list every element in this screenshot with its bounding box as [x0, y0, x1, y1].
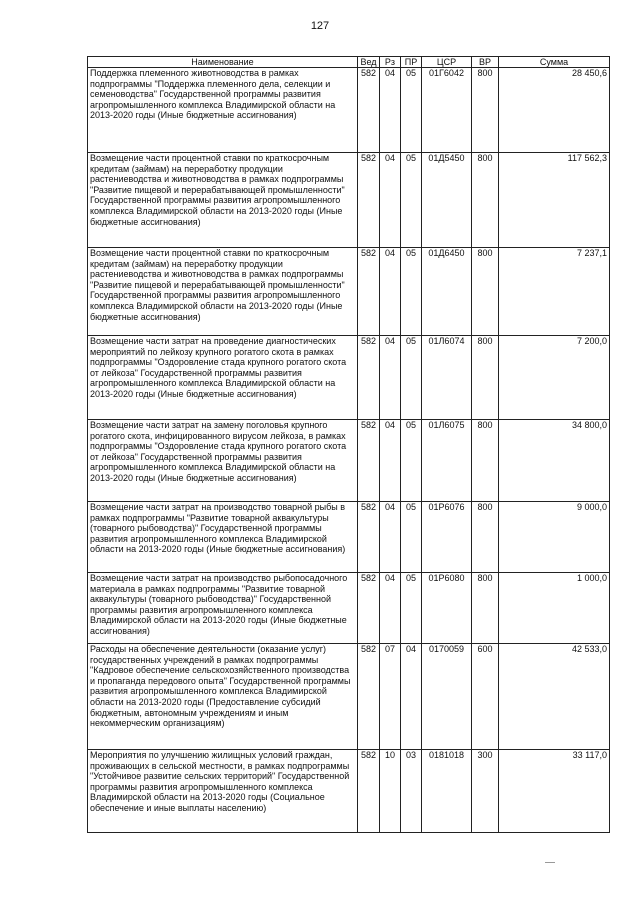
row-csr-cell: 01Д6450 — [422, 248, 472, 336]
row-sum-cell: 28 450,6 — [499, 68, 610, 153]
row-sum-cell: 117 562,3 — [499, 153, 610, 248]
row-csr-cell: 01Д5450 — [422, 153, 472, 248]
header-name: Наименование — [88, 57, 358, 68]
row-ved-cell: 582 — [358, 644, 380, 750]
row-name-cell: Возмещение части затрат на проведение диагностических мероприятий по лейкозу крупного рогатого скота в рамках подпрограммы "Оздоровление стада крупного рогатого скота от лейкоза" Государственной программы развития агропромышленного комплекса Владимирской области на 2013-2020 годы (Иные бюджетные ассигнования) — [88, 336, 358, 420]
row-pr-cell: 05 — [401, 153, 422, 248]
scan-mark — [545, 862, 555, 863]
row-rz-cell: 10 — [380, 750, 401, 833]
row-pr-cell: 04 — [401, 644, 422, 750]
row-ved-cell: 582 — [358, 502, 380, 573]
row-pr-cell: 03 — [401, 750, 422, 833]
row-ved-cell: 582 — [358, 420, 380, 502]
table-row — [88, 248, 610, 336]
header-pr: ПР — [401, 57, 422, 68]
header-rz: Рз — [380, 57, 401, 68]
row-ved-cell: 582 — [358, 68, 380, 153]
row-sum-cell: 1 000,0 — [499, 573, 610, 644]
row-name-cell: Расходы на обеспечение деятельности (оказание услуг) государственных учреждений в рамках подпрограммы "Кадровое обеспечение сельскохозяйственного производства и пропаганда передового опыта" Государственной программы развития агропромышленного комплекса Владимирской области на 2013-2020 годы (Предоставление субсидий бюджетным, автономным учреждениям и иным некоммерческим организациям) — [88, 644, 358, 750]
table-row — [88, 502, 610, 573]
row-vr-cell: 800 — [472, 420, 499, 502]
row-vr-cell: 800 — [472, 573, 499, 644]
row-ved-cell: 582 — [358, 750, 380, 833]
row-name-cell: Возмещение части процентной ставки по краткосрочным кредитам (займам) на переработку продукции растениеводства и животноводства в рамках подпрограммы "Развитие пищевой и перерабатывающей промышленности" Государственной программы развития агропромышленного комплекса Владимирской области на 2013-2020 годы (Иные бюджетные ассигнования) — [88, 153, 358, 248]
row-csr-cell: 01Л6074 — [422, 336, 472, 420]
row-csr-cell: 01Р6080 — [422, 573, 472, 644]
row-name-cell: Поддержка племенного животноводства в рамках подпрограммы "Поддержка племенного дела, селекции и семеноводства" Государственной программы развития агропромышленного комплекса Владимирской области на 2013-2020 годы (Иные бюджетные ассигнования) — [88, 68, 358, 153]
row-sum-cell: 7 200,0 — [499, 336, 610, 420]
header-ved: Вед — [358, 57, 380, 68]
row-ved-cell: 582 — [358, 336, 380, 420]
table-row — [88, 750, 610, 833]
row-rz-cell: 04 — [380, 248, 401, 336]
row-rz-cell: 04 — [380, 502, 401, 573]
table-header-row — [88, 57, 610, 68]
row-ved-cell: 582 — [358, 153, 380, 248]
row-sum-cell: 33 117,0 — [499, 750, 610, 833]
row-pr-cell: 05 — [401, 573, 422, 644]
row-csr-cell: 01Л6075 — [422, 420, 472, 502]
row-vr-cell: 800 — [472, 336, 499, 420]
row-ved-cell: 582 — [358, 248, 380, 336]
table-row — [88, 68, 610, 153]
row-pr-cell: 05 — [401, 248, 422, 336]
row-name-cell: Возмещение части затрат на замену поголовья крупного рогатого скота, инфицированного вирусом лейкоза, в рамках подпрограммы "Оздоровление стада крупного рогатого скота от лейкоза" Государственной программы развития агропромышленного комплекса Владимирской области на 2013-2020 годы (Иные бюджетные ассигнования) — [88, 420, 358, 502]
table-row — [88, 420, 610, 502]
row-rz-cell: 07 — [380, 644, 401, 750]
page-number: 127 — [310, 20, 330, 32]
row-sum-cell: 9 000,0 — [499, 502, 610, 573]
row-rz-cell: 04 — [380, 573, 401, 644]
table-row — [88, 644, 610, 750]
row-rz-cell: 04 — [380, 336, 401, 420]
row-sum-cell: 7 237,1 — [499, 248, 610, 336]
row-vr-cell: 800 — [472, 502, 499, 573]
row-sum-cell: 34 800,0 — [499, 420, 610, 502]
row-name-cell: Возмещение части затрат на производство рыбопосадочного материала в рамках подпрограммы "Развитие товарной аквакультуры (товарного рыбоводства)" Государственной программы развития агропромышленного комплекса Владимирской области на 2013-2020 годы (Иные бюджетные ассигнования) — [88, 573, 358, 644]
row-name-cell: Возмещение части затрат на производство товарной рыбы в рамках подпрограммы "Развитие товарной аквакультуры (товарного рыбоводства)" Государственной программы развития агропромышленного комплекса Владимирской области на 2013-2020 годы (Иные бюджетные ассигнования) — [88, 502, 358, 573]
row-pr-cell: 05 — [401, 68, 422, 153]
row-pr-cell: 05 — [401, 420, 422, 502]
row-vr-cell: 600 — [472, 644, 499, 750]
row-csr-cell: 01Г6042 — [422, 68, 472, 153]
row-name-cell: Возмещение части процентной ставки по краткосрочным кредитам (займам) на переработку продукции растениеводства и животноводства в рамках подпрограммы "Развитие пищевой и перерабатывающей промышленности" Государственной программы развития агропромышленного комплекса Владимирской области на 2013-2020 годы (Иные бюджетные ассигнования) — [88, 248, 358, 336]
row-csr-cell: 0170059 — [422, 644, 472, 750]
table-row — [88, 153, 610, 248]
row-ved-cell: 582 — [358, 573, 380, 644]
row-csr-cell: 01Р6076 — [422, 502, 472, 573]
row-vr-cell: 800 — [472, 248, 499, 336]
row-pr-cell: 05 — [401, 502, 422, 573]
row-sum-cell: 42 533,0 — [499, 644, 610, 750]
header-sum: Сумма — [499, 57, 610, 68]
table-row — [88, 336, 610, 420]
row-rz-cell: 04 — [380, 153, 401, 248]
row-rz-cell: 04 — [380, 420, 401, 502]
row-vr-cell: 800 — [472, 68, 499, 153]
row-vr-cell: 300 — [472, 750, 499, 833]
row-rz-cell: 04 — [380, 68, 401, 153]
row-csr-cell: 0181018 — [422, 750, 472, 833]
budget-table — [87, 56, 610, 833]
header-csr: ЦСР — [422, 57, 472, 68]
row-vr-cell: 800 — [472, 153, 499, 248]
table-row — [88, 573, 610, 644]
row-pr-cell: 05 — [401, 336, 422, 420]
row-name-cell: Мероприятия по улучшению жилищных условий граждан, проживающих в сельской местности, в рамках подпрограммы "Устойчивое развитие сельских территорий" Государственной программы развития агропромышленного комплекса Владимирской области на 2013-2020 годы (Социальное обеспечение и иные выплаты населению) — [88, 750, 358, 833]
header-vr: ВР — [472, 57, 499, 68]
